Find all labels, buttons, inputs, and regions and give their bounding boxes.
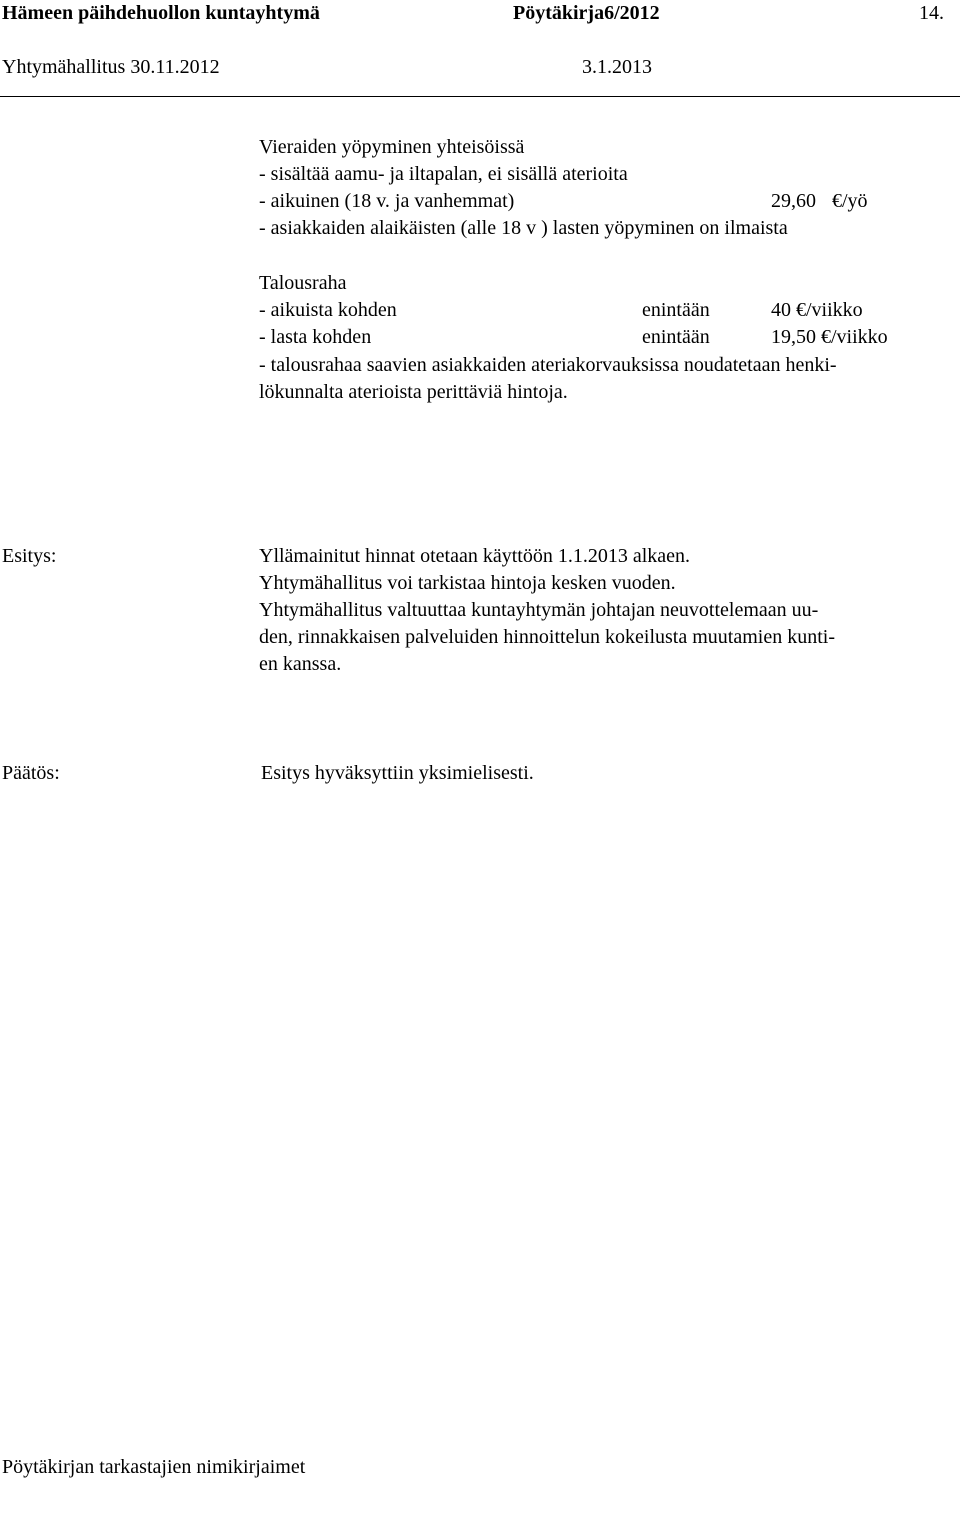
page-number: 14. <box>919 2 944 24</box>
decision-text: Esitys hyväksyttiin yksimielisesti. <box>261 762 534 784</box>
guest-stay-title: Vieraiden yöpyminen yhteisöissä <box>259 136 525 158</box>
adult-stay-price: 29,60 <box>771 190 816 212</box>
allowance-title: Talousraha <box>259 272 347 294</box>
proposal-line: Yhtymähallitus valtuuttaa kuntayhtymän johtajan neuvottelemaan uu- <box>259 599 819 621</box>
allowance-adult-label: - aikuista kohden <box>259 299 397 321</box>
allowance-child-label: - lasta kohden <box>259 326 372 348</box>
document-date: 3.1.2013 <box>582 56 652 78</box>
document-reference: Pöytäkirja6/2012 <box>513 2 660 24</box>
adult-stay-unit: €/yö <box>832 190 868 212</box>
signature-initials-label: Pöytäkirjan tarkastajien nimikirjaimet <box>2 1456 306 1478</box>
proposal-line: Yllämainitut hinnat otetaan käyttöön 1.1.2013 alkaen. <box>259 545 691 567</box>
organization-name: Hämeen päihdehuollon kuntayhtymä <box>2 2 320 24</box>
allowance-note-line: lökunnalta aterioista perittäviä hintoja. <box>259 381 568 403</box>
proposal-line: Yhtymähallitus voi tarkistaa hintoja kesken vuoden. <box>259 572 676 594</box>
allowance-adult-amount: 40 €/viikko <box>771 299 863 321</box>
allowance-child-limit: enintään <box>642 326 710 348</box>
proposal-line: den, rinnakkaisen palveluiden hinnoittelun kokeilusta muutamien kunti- <box>259 626 835 648</box>
allowance-adult-limit: enintään <box>642 299 710 321</box>
header-divider <box>0 96 960 97</box>
proposal-line: en kanssa. <box>259 653 342 675</box>
guest-stay-line: - sisältää aamu- ja iltapalan, ei sisällä aterioita <box>259 163 628 185</box>
proposal-label: Esitys: <box>2 545 57 567</box>
children-stay-line: - asiakkaiden alaikäisten (alle 18 v ) lasten yöpyminen on ilmaista <box>259 217 788 239</box>
allowance-note-line: - talousrahaa saavien asiakkaiden ateriakorvauksissa noudatetaan henki- <box>259 354 837 376</box>
decision-label: Päätös: <box>2 762 60 784</box>
meeting-date: Yhtymähallitus 30.11.2012 <box>2 56 220 78</box>
allowance-child-amount: 19,50 €/viikko <box>771 326 888 348</box>
adult-stay-label: - aikuinen (18 v. ja vanhemmat) <box>259 190 515 212</box>
